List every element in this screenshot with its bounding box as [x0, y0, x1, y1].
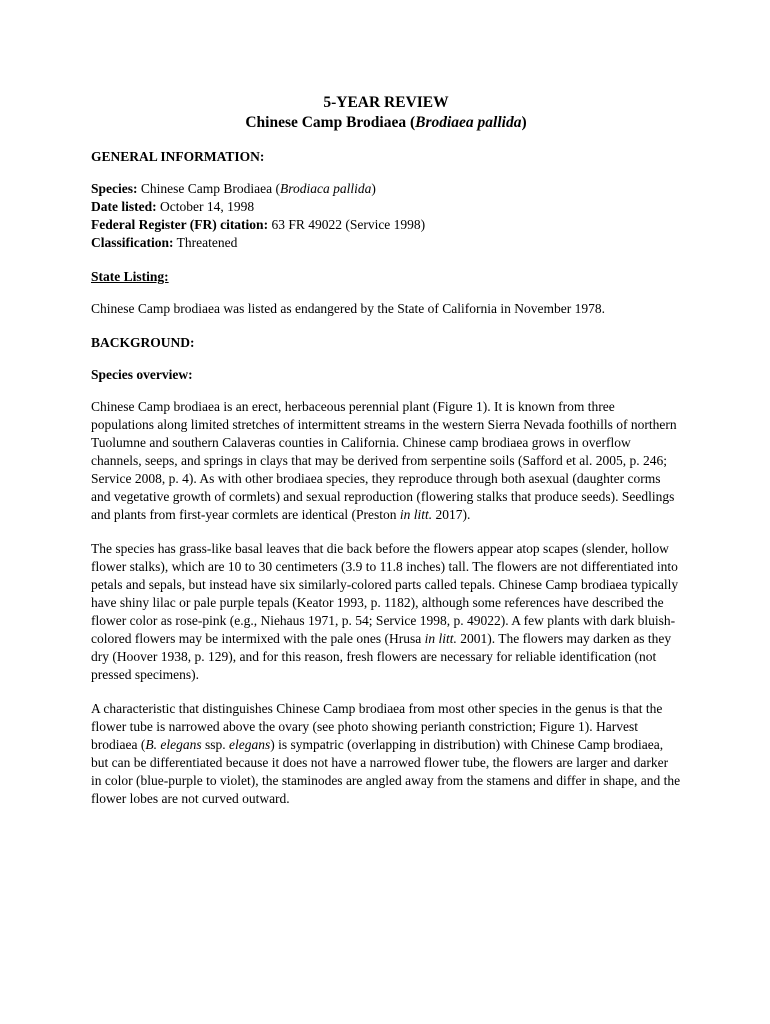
paragraph-text: 2001). The flowers may darken as they dry (Hoover 1938, p. 129), and for this reason, fresh flowers are necessary for reliable identification (not pressed specimens). — [91, 631, 672, 682]
species-value: Chinese Camp Brodiaea ( — [137, 181, 280, 196]
paragraph-text: ) is sympatric (overlapping in distribution) with Chinese Camp brodiaea, but can be differentiated because it does not have a narrowed flower tube, the flowers are larger and darker in color (blue-purple to violet), the staminodes are angled away from the stamens and differ in shape, and the flower lobes are not curved outward. — [91, 737, 681, 806]
date-listed-field — [91, 198, 681, 216]
overview-paragraph-3 — [91, 700, 681, 808]
species-label: Species: — [91, 181, 138, 196]
subtitle-species-name: Brodiaea pallida — [415, 114, 522, 131]
date-listed-value: October 14, 1998 — [156, 199, 255, 214]
state-listing-text: Chinese Camp brodiaea was listed as endangered by the State of California in November 1978. — [91, 301, 605, 316]
fr-citation-value: 63 FR 49022 (Service 1998) — [268, 217, 426, 232]
overview-paragraph-1 — [91, 398, 681, 524]
paragraph-italic-text: B. elegans — [145, 737, 202, 752]
species-value-suffix: ) — [371, 181, 376, 196]
general-information-heading: GENERAL INFORMATION: — [91, 149, 265, 164]
paragraph-text: 2017). — [432, 507, 471, 522]
classification-label: Classification: — [91, 235, 174, 250]
state-listing-heading: State Listing: — [91, 269, 169, 284]
classification-field — [91, 234, 681, 252]
classification-value: Threatened — [173, 235, 238, 250]
paragraph-text: The species has grass-like basal leaves that die back before the flowers appear atop scapes (slender, hollow flower stalks), which are 10 to 30 centimeters (3.9 to 11.8 inches) tall. The flowers are not differentiated into petals and sepals, but instead have six similarly-colored parts called tepals. Chinese Camp brodiaea typically have shiny lilac or pale purple tepals (Keator 1993, p. 1182), although some references have described the flower color as rose-pink (e.g., Niehaus 1971, p. 54; Service 1998, p. 49022). A few plants with dark bluish-colored flowers may be intermixed with the pale ones (Hrusa — [91, 541, 679, 646]
date-listed-label: Date listed: — [91, 199, 157, 214]
general-information-fields — [91, 180, 681, 252]
overview-paragraph-2 — [91, 540, 681, 684]
paragraph-italic-text: in litt. — [424, 631, 457, 646]
species-scientific-name: Brodiaca pallida — [279, 181, 372, 196]
fr-citation-field — [91, 216, 681, 234]
document-title — [91, 93, 681, 113]
species-overview-heading: Species overview: — [91, 367, 193, 382]
paragraph-text: A characteristic that distinguishes Chinese Camp brodiaea from most other species in the genus is that the flower tube is narrowed above the ovary (see photo showing perianth constriction; Figure 1). Harvest brodiaea ( — [91, 701, 663, 752]
subtitle-prefix: Chinese Camp Brodiaea ( — [245, 114, 416, 131]
subtitle-suffix: ) — [521, 114, 527, 131]
fr-citation-label: Federal Register (FR) citation: — [91, 217, 269, 232]
paragraph-text: ssp. — [201, 737, 229, 752]
species-field — [91, 180, 681, 198]
document-subtitle — [91, 113, 681, 133]
paragraph-italic-text: in litt. — [399, 507, 433, 522]
background-heading: BACKGROUND: — [91, 335, 195, 350]
document-body — [91, 93, 681, 824]
title-line-1: 5-YEAR REVIEW — [323, 94, 449, 111]
paragraph-italic-text: elegans — [228, 737, 271, 752]
paragraph-text: Chinese Camp brodiaea is an erect, herbaceous perennial plant (Figure 1). It is known from three populations along limited stretches of intermittent streams in the western Sierra Nevada foothills of northern Tuolumne and southern Calaveras counties in California. Chinese camp brodiaea grows in overflow channels, seeps, and springs in clays that may be derived from serpentine soils (Safford et al. 2005, p. 246; Service 2008, p. 4). As with other brodiaea species, they reproduce through both asexual (daughter corms and vegetative growth of cormlets) and sexual reproduction (flowering stalks that produce seeds). Seedlings and plants from first-year cormlets are identical (Preston — [91, 399, 677, 522]
